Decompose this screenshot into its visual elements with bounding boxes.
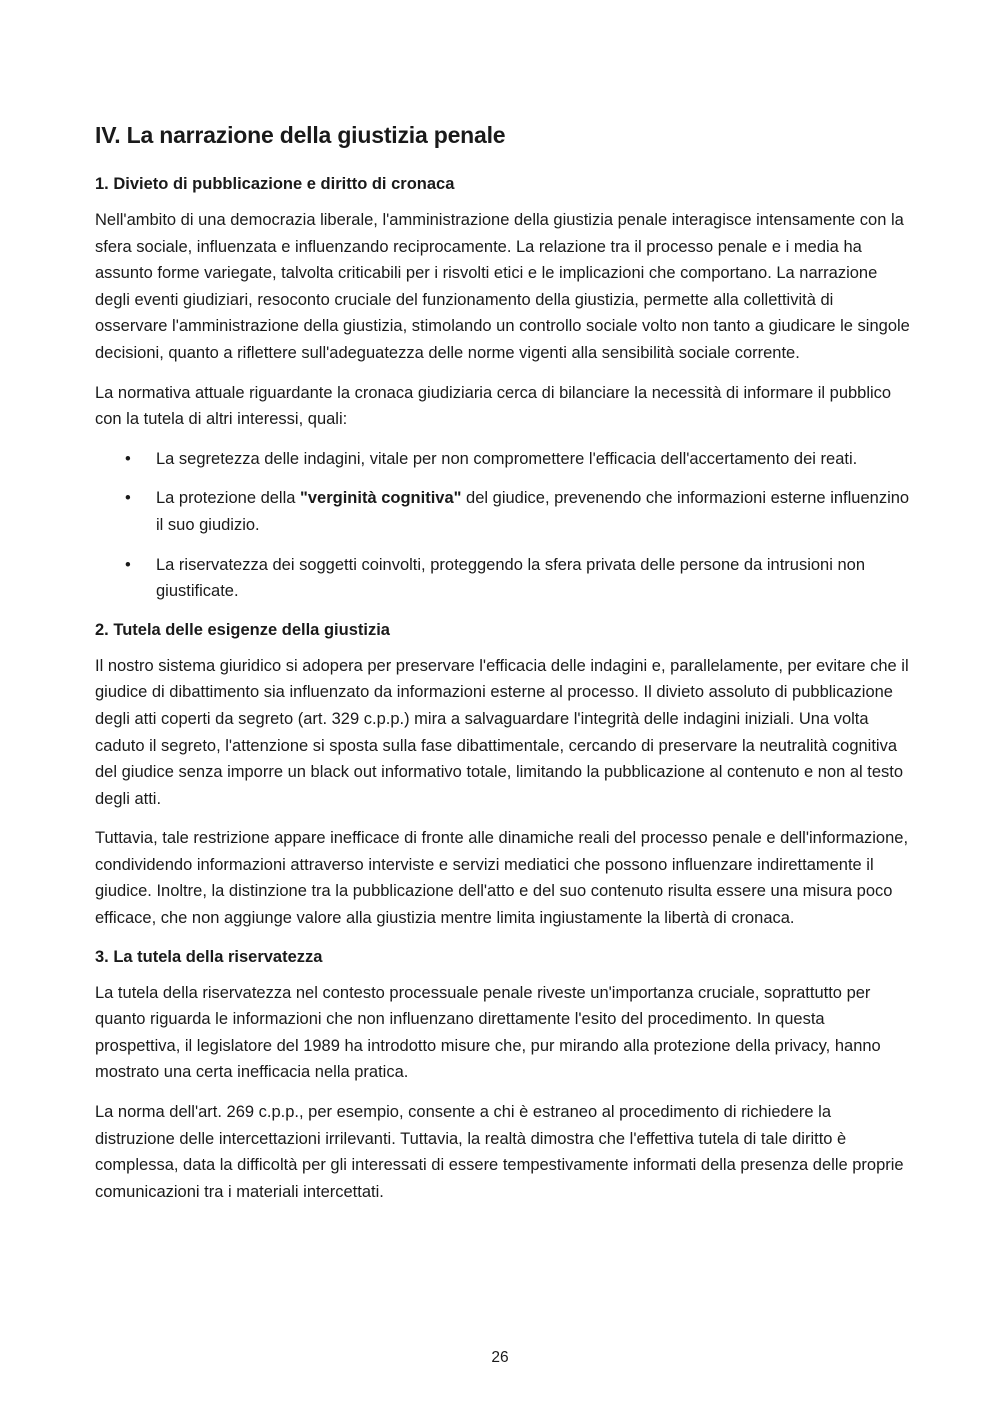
list-item (95, 446, 910, 473)
section-3-title: 3. La tutela della riservatezza (95, 947, 323, 966)
section-3-paragraph-2: La norma dell'art. 269 c.p.p., per esempio, consente a chi è estraneo al procedimento di richiedere la distruzione delle intercettazioni irrilevanti. Tuttavia, la realtà dimostra che l'effettiva tutela di tale diritto è complessa, data la difficoltà per gli interessati di essere tempestivamente informati della presenza delle proprie comunicazioni tra i materiali intercettati. (95, 1103, 904, 1201)
document-body (95, 118, 910, 1218)
bullet-icon: • (125, 489, 131, 508)
section-1-paragraph-2: La normativa attuale riguardante la cronaca giudiziaria cerca di bilanciare la necessità di informare il pubblico con la tutela di altri interessi, quali: (95, 383, 892, 429)
list-item (95, 552, 910, 605)
page-number: 26 (491, 1349, 509, 1366)
list-item-text: La segretezza delle indagini, vitale per non compromettere l'efficacia dell'accertamento dei reati. (156, 449, 858, 468)
section-2-paragraph-2: Tuttavia, tale restrizione appare inefficace di fronte alle dinamiche reali del processo penale e dell'informazione, condividendo informazioni attraverso interviste e servizi mediatici che possono influenzare indirettamente il giudice. Inoltre, la distinzione tra la pubblicazione dell'atto e del suo contenuto risulta essere una misura poco efficace, che non aggiunge valore alla giustizia mentre limita ingiustamente la libertà di cronaca. (95, 829, 909, 928)
list-item-emphasis: "verginità cognitiva" (300, 489, 462, 508)
section-2-paragraph-1: Il nostro sistema giuridico si adopera per preservare l'efficacia delle indagini e, parallelamente, per evitare che il giudice di dibattimento sia influenzato da informazioni esterne al processo. Il divieto assoluto di pubblicazione degli atti coperti da segreto (art. 329 c.p.p.) mira a salvaguardare l'integrità delle indagini iniziali. Una volta caduto il segreto, l'attenzione si sposta sulla fase dibattimentale, cercando di preservare la neutralità cognitiva del giudice senza imporre un black out informativo totale, limitando la pubblicazione al contenuto e non al testo degli atti. (95, 656, 909, 808)
bullet-icon: • (125, 555, 131, 574)
bullet-icon: • (125, 449, 131, 468)
list-item-text: La riservatezza dei soggetti coinvolti, proteggendo la sfera privata delle persone da intrusioni non giustificate. (156, 555, 866, 601)
list-item-text-before: La protezione della (156, 489, 301, 508)
section-1-title: 1. Divieto di pubblicazione e diritto di cronaca (95, 175, 455, 193)
section-3-paragraph-1: La tutela della riservatezza nel contesto processuale penale riveste un'importanza cruciale, soprattutto per quanto riguarda le informazioni che non influenzano direttamente l'esito del procedimento. In questa prospettiva, il legislatore del 1989 ha introdotto misure che, pur mirando alla protezione della privacy, hanno mostrato una certa inefficacia nella pratica. (95, 983, 881, 1082)
chapter-heading: IV. La narrazione della giustizia penale (95, 122, 506, 148)
list-item (95, 485, 910, 538)
interests-list (95, 446, 910, 605)
section-1-paragraph-1: Nell'ambito di una democrazia liberale, l'amministrazione della giustizia penale interagisce intensamente con la sfera sociale, influenzata e influenzando reciprocamente. La relazione tra il processo penale e i media ha assunto forme variegate, talvolta criticabili per i risvolti etici e le implicazioni che comportano. La narrazione degli eventi giudiziari, resoconto cruciale del funzionamento della giustizia, permette alla collettività di osservare l'amministrazione della giustizia, stimolando un controllo sociale volto non tanto a giudicare le singole decisioni, quanto a riflettere sull'adeguatezza delle norme vigenti alla sensibilità sociale corrente. (95, 211, 910, 362)
list-item-text-after: del giudice, prevenendo che informazioni esterne influenzino il suo giudizio. (156, 489, 910, 534)
section-2-title: 2. Tutela delle esigenze della giustizia (95, 620, 390, 639)
